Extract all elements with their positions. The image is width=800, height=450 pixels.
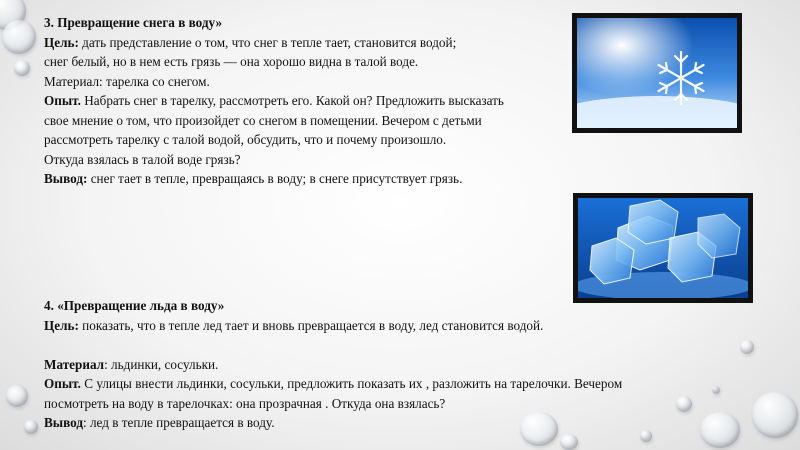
water-drop <box>640 430 652 442</box>
ice-section <box>44 296 622 433</box>
ice-material: Материал: льдинки, сосульки. <box>44 356 219 372</box>
snow-goal: Цель: дать представление о том, что снег в тепле тает, становится водой; <box>44 34 457 50</box>
water-drop <box>560 434 578 450</box>
snow-experiment-line: Откуда взялась в талой воде грязь? <box>44 151 241 167</box>
ice-cubes-photo <box>573 193 753 303</box>
snow-goal-continued: снег белый, но в нем есть грязь — она хорошо видна в талой воде. <box>44 54 419 69</box>
snow-material: Материал: тарелка со снегом. <box>44 73 210 89</box>
water-drop <box>6 385 28 407</box>
water-drop <box>676 396 692 412</box>
water-drop <box>740 340 754 354</box>
blank-line <box>44 335 622 355</box>
water-drop <box>752 392 798 438</box>
ice-conclusion: Вывод: лед в тепле превращается в воду. <box>44 415 275 430</box>
snow-experiment-line: свое мнение о том, что произойдет со снегом в помещении. Вечером с детьми <box>44 112 482 128</box>
ice-goal: Цель: показать, что в тепле лед тает и вновь превращается в воду, лед становится водой. <box>44 317 544 333</box>
snowflake-icon <box>577 18 737 128</box>
ice-section-title: 4. «Превращение льда в воду» <box>44 298 225 313</box>
snow-section-title: 3. Превращение снега в воду» <box>44 15 223 30</box>
snow-conclusion: Вывод: снег тает в тепле, превращаясь в воду; в снеге присутствует грязь. <box>44 171 463 186</box>
snow-experiment: Опыт. Набрать снег в тарелку, рассмотреть его. Какой он? Предложить высказать <box>44 93 504 108</box>
ice-experiment-line: посмотреть на воду в тарелочках: она прозрачная . Откуда она взялась? <box>44 395 446 411</box>
water-drop <box>2 20 36 54</box>
ice-experiment: Опыт. С улицы внести льдинки, сосульки, предложить показать их , разложить на тарелочки. Вечером <box>44 376 623 391</box>
water-drop <box>700 412 740 448</box>
water-drop <box>24 420 38 434</box>
water-drop <box>14 60 30 76</box>
snow-experiment-line: рассмотреть тарелку с талой водой, обсудить, что и почему произошло. <box>44 132 447 147</box>
snow-section <box>44 13 504 189</box>
water-drop <box>712 386 720 394</box>
snowflake-photo <box>572 13 742 133</box>
ice-cube-icon <box>578 198 748 298</box>
